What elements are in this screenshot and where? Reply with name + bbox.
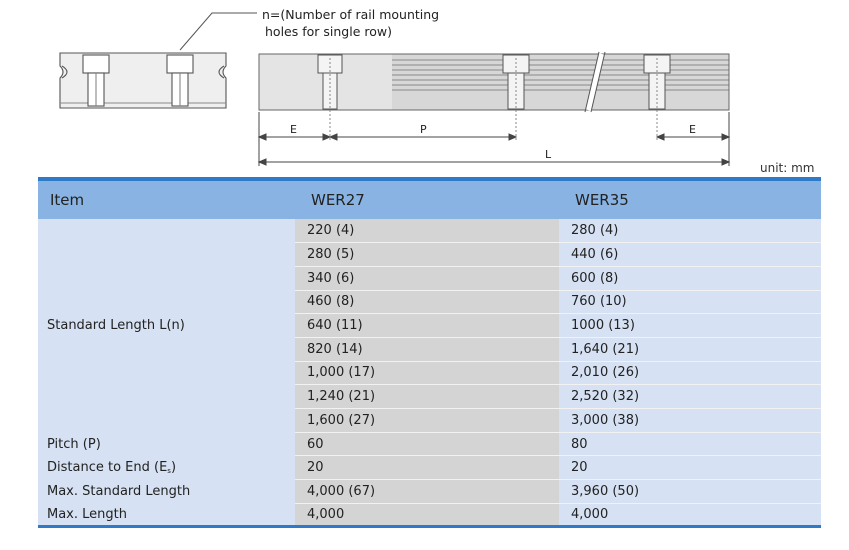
pitch-label: Pitch (P) xyxy=(38,432,295,456)
wer27-value: 1,000 (17) xyxy=(295,361,559,385)
pitch-row xyxy=(38,432,821,456)
wer27-value: 4,000 xyxy=(295,503,559,527)
wer35-value: 4,000 xyxy=(559,503,821,527)
wer35-value: 3,960 (50) xyxy=(559,480,821,504)
dim-label-e-left: E xyxy=(290,123,297,136)
dim-label-l: L xyxy=(545,148,552,161)
wer35-value: 600 (8) xyxy=(559,266,821,290)
wer35-value: 3,000 (38) xyxy=(559,409,821,433)
wer35-value: 2,010 (26) xyxy=(559,361,821,385)
header-wer27: WER27 xyxy=(295,179,559,219)
wer35-value: 760 (10) xyxy=(559,290,821,314)
wer35-value: 2,520 (32) xyxy=(559,385,821,409)
leader-line xyxy=(180,13,257,50)
header-item: Item xyxy=(38,179,295,219)
dim-label-e-right: E xyxy=(689,123,696,136)
wer27-value: 280 (5) xyxy=(295,243,559,267)
rail-cross-section xyxy=(60,53,226,108)
rail-side-view xyxy=(259,52,729,140)
wer35-value: 20 xyxy=(559,456,821,480)
table-header-row xyxy=(38,179,821,219)
wer35-value: 1000 (13) xyxy=(559,314,821,338)
wer35-value: 440 (6) xyxy=(559,243,821,267)
distance-row xyxy=(38,456,821,480)
wer27-value: 60 xyxy=(295,432,559,456)
max-length-row xyxy=(38,503,821,527)
rail-diagram xyxy=(0,0,849,178)
wer35-value: 1,640 (21) xyxy=(559,337,821,361)
distance-label-text: Distance to End (E xyxy=(47,460,168,476)
max-standard-length-row xyxy=(38,480,821,504)
rail-holes-note xyxy=(262,6,439,40)
spec-table xyxy=(38,177,821,528)
dim-label-p: P xyxy=(420,123,427,136)
wer27-value: 820 (14) xyxy=(295,337,559,361)
max-standard-length-label: Max. Standard Length xyxy=(38,480,295,504)
rail-holes-note-line2: holes for single row) xyxy=(265,24,392,39)
wer27-value: 220 (4) xyxy=(295,219,559,243)
wer27-value: 1,600 (27) xyxy=(295,409,559,433)
wer27-value: 340 (6) xyxy=(295,266,559,290)
wer27-value: 20 xyxy=(295,456,559,480)
wer35-value: 80 xyxy=(559,432,821,456)
max-length-label: Max. Length xyxy=(38,503,295,527)
wer27-value: 4,000 (67) xyxy=(295,480,559,504)
wer27-value: 640 (11) xyxy=(295,314,559,338)
unit-note: unit: mm xyxy=(760,161,815,175)
rail-holes-note-line1: n=(Number of rail mounting xyxy=(262,7,440,22)
header-wer35: WER35 xyxy=(559,179,821,219)
standard-length-label: Standard Length L(n) xyxy=(38,219,295,432)
wer35-value: 280 (4) xyxy=(559,219,821,243)
table-row xyxy=(38,219,821,243)
wer27-value: 460 (8) xyxy=(295,290,559,314)
distance-label-close: ) xyxy=(170,460,177,476)
distance-label xyxy=(38,456,295,480)
wer27-value: 1,240 (21) xyxy=(295,385,559,409)
distance-label-subscript: s xyxy=(167,467,171,476)
